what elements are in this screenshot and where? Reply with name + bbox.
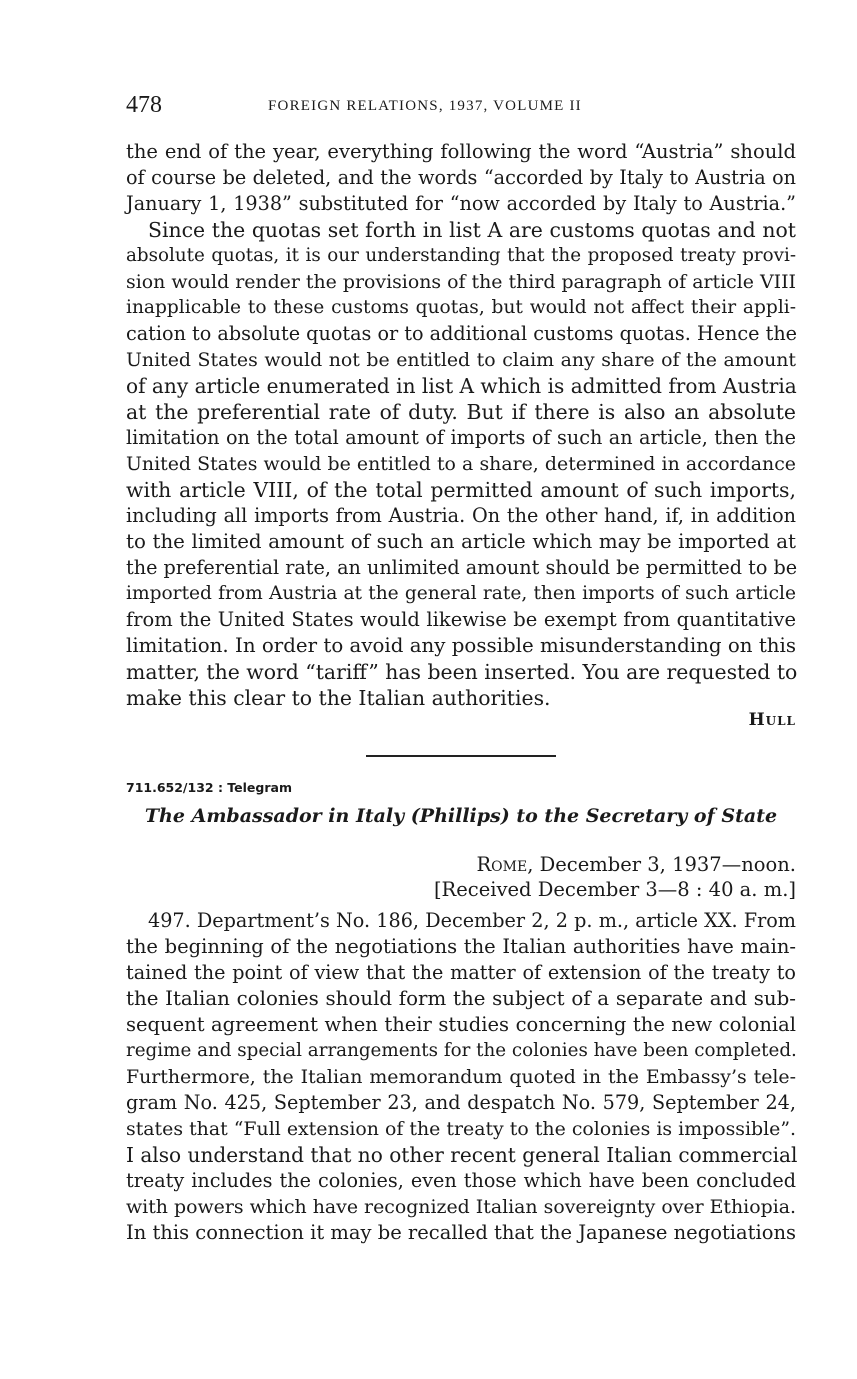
text-line: from the United States would likewise be exempt from quantitative [126,608,796,631]
text-line: the beginning of the negotiations the Italian authorities have main- [126,935,796,958]
text-line: with article VIII, of the total permitted amount of such imports, [126,478,796,502]
telegram1-continuation [126,139,796,217]
text-line: with powers which have recognized Italian sovereignty over Ethiopia. [126,1196,796,1218]
section-divider [366,755,556,757]
page-header [126,92,796,122]
text-line: tained the point of view that the matter of extension of the treaty to [126,961,796,984]
text-line: including all imports from Austria. On the other hand, if, in addition [126,504,796,527]
signature: Hull [748,710,796,730]
text-line: sequent agreement when their studies concerning the new colonial [126,1013,796,1036]
text-line: absolute quotas, it is our understanding that the proposed treaty provi- [126,245,796,266]
document-title: The Ambassador in Italy (Phillips) to the Secretary of State [144,805,778,827]
text-line: states that “Full extension of the treaty to the colonies is impossible”. [126,1118,796,1140]
text-line: imported from Austria at the general rate, then imports of such article [126,583,796,604]
text-line: treaty includes the colonies, even those which have been concluded [126,1169,796,1192]
text-line: to the limited amount of such an article which may be imported at [126,530,796,553]
text-line: United States would be entitled to a share, determined in accordance [126,453,796,475]
text-line: of any article enumerated in list A which is admitted from Austria [126,374,797,398]
text-line: limitation on the total amount of imports of such an article, then the [126,426,796,449]
telegram1-paragraph [126,217,796,711]
text-line: United States would not be entitled to claim any share of the amount [126,349,796,371]
dateline-place: Rome [476,853,528,876]
running-title: FOREIGN RELATIONS, 1937, VOLUME II [268,98,582,114]
text-line: limitation. In order to avoid any possible misunderstanding on this [126,634,796,657]
text-line: January 1, 1938” substituted for “now accorded by Italy to Austria.” [126,192,796,215]
text-line: the end of the year, everything following the word “Austria” should [126,140,796,163]
text-line: regime and special arrangements for the colonies have been completed. [126,1040,797,1061]
telegram2-body [126,908,796,1246]
text-line: at the preferential rate of duty. But if there is also an absolute [126,400,796,424]
text-line: In this connection it may be recalled that the Japanese negotiations [126,1221,797,1244]
text-line: cation to absolute quotas or to additional customs quotas. Hence the [126,322,798,345]
file-reference: 711.652/132 : Telegram [126,780,292,795]
dateline [126,853,796,876]
dateline-date: , December 3, 1937—noon. [527,853,796,876]
text-line: inapplicable to these customs quotas, but would not affect their appli- [126,297,796,318]
text-line: Since the quotas set forth in list A are customs quotas and not [148,218,796,242]
text-line: I also understand that no other recent general Italian commercial [126,1143,798,1167]
text-line: gram No. 425, September 23, and despatch No. 579, September 24, [126,1091,796,1114]
text-line: Furthermore, the Italian memorandum quoted in the Embassy’s tele- [126,1066,796,1088]
text-line: sion would render the provisions of the third paragraph of article VIII [126,271,796,293]
text-line: 497. Department’s No. 186, December 2, 2 p. m., article XX. From [148,909,796,932]
received-line: [Received December 3—8 : 40 a. m.] [433,878,796,901]
text-line: make this clear to the Italian authorities. [126,686,551,710]
text-line: of course be deleted, and the words “accorded by Italy to Austria on [126,166,796,189]
page-number: 478 [126,92,162,118]
text-line: matter, the word “tariff” has been inserted. You are requested to [126,660,798,684]
text-line: the Italian colonies should form the subject of a separate and sub- [126,987,796,1010]
text-line: the preferential rate, an unlimited amount should be permitted to be [126,556,798,579]
